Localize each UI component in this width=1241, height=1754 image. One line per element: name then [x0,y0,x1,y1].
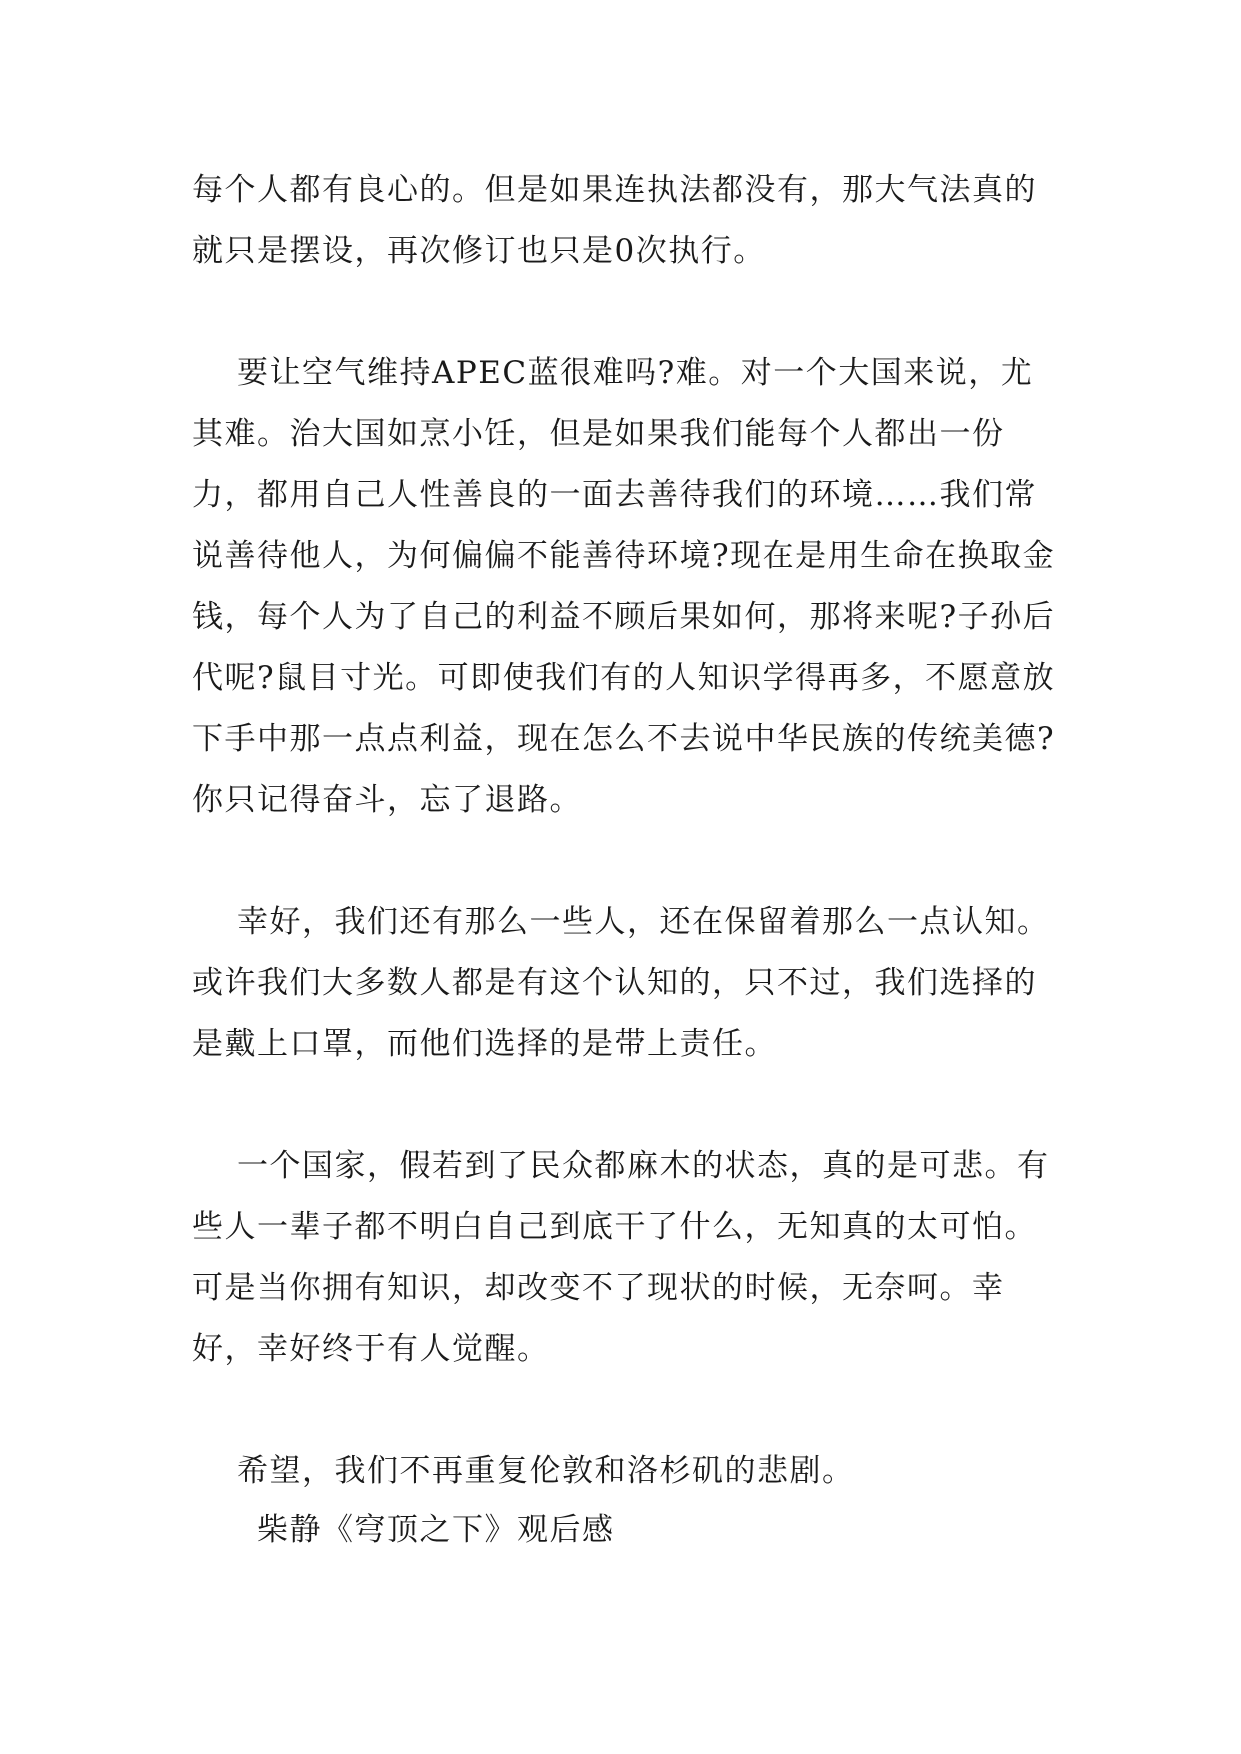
paragraph-2: 要让空气维持APEC蓝很难吗?难。对一个大国来说，尤其难。治大国如烹小饪，但是如果我们能每个人都出一份力，都用自己人性善良的一面去善待我们的环境……我们常说善待他人，为何偏偏不能善待环境?现在是用生命在换取金钱，每个人为了自己的利益不顾后果如何，那将来呢?子孙后代呢?鼠目寸光。可即使我们有的人知识学得再多，不愿意放下手中那一点点利益，现在怎么不去说中华民族的传统美德?你只记得奋斗，忘了退路。 [192,355,1056,818]
document-body [192,160,1060,1558]
paragraph-3: 幸好，我们还有那么一些人，还在保留着那么一点认知。或许我们大多数人都是有这个认知的，只不过，我们选择的是戴上口罩，而他们选择的是带上责任。 [192,904,1050,1062]
paragraph-1: 每个人都有良心的。但是如果连执法都没有，那大气法真的就只是摆设，再次修订也只是0次执行。 [192,172,1037,269]
paragraph-5: 希望，我们不再重复伦敦和洛杉矶的悲剧。 [237,1453,855,1489]
essay-caption: 柴静《穹顶之下》观后感 [257,1512,615,1548]
paragraph-4: 一个国家，假若到了民众都麻木的状态，真的是可悲。有些人一辈子都不明白自己到底干了什么，无知真的太可怕。可是当你拥有知识，却改变不了现状的时候，无奈呵。幸好，幸好终于有人觉醒。 [192,1148,1050,1367]
